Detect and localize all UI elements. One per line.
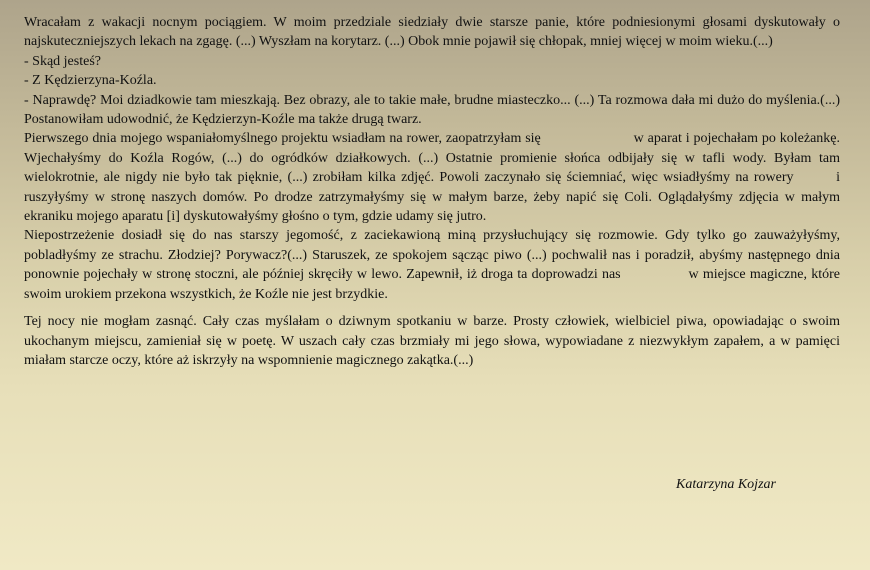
article-text [24, 13, 844, 370]
paragraph-old-man: Niepostrzeżenie dosiadł się do nas starszy jegomość, z zaciekawioną miną przysłuchujący się rozmowie. Gdy tylko go zauważyłyśmy, pobladłyśmy ze strachu. Złodziej? Porywacz?(...) Staruszek, ze spokojem sącząc piwo (...) pochwalił nas i poradził, abyśmy następnego dnia ponownie pojechały w stronę stoczni, ale później skręciły w lewo. Zapewnił, iż droga ta doprowadzi nas w miejsce magiczne, które swoim urokiem przekona wszystkich, że Koźle nie jest brzydkie. [24, 228, 844, 302]
paragraph-night: Tej nocy nie mogłam zasnąć. Cały czas myślałam o dziwnym spotkaniu w barze. Prosty człowiek, wielbiciel piwa, opowiadając o swoim ukochanym miejscu, zamieniał się w poetę. W uszach cały czas brzmiały mi jego słowa, wypowiadane z niezwykłym zapałem, a w pamięci miałam starcze oczy, które aż iskrzyły na wspomnienie magicznego zakątka.(...) [24, 314, 840, 368]
dialogue-line-reply: - Naprawdę? Moi dziadkowie tam mieszkają. Bez obrazy, ale to takie małe, brudne miasteczko... (...) Ta rozmowa dała mi dużo do myślenia.(...) Postanowiłam udowodnić, że Kędzierzyn-Koźle ma także drugą twarz. [24, 92, 840, 128]
paragraph-intro: Wracałam z wakacji nocnym pociągiem. W moim przedziale siedziały dwie starsze panie, które podniesionymi głosami dyskutowały o najskuteczniejszych lekach na zgagę. (...) Wyszłam na korytarz. (...) Obok mnie pojawił się chłopak, mniej więcej w moim wieku.(...) [24, 15, 840, 50]
dialogue-line-question: - Skąd jesteś? [24, 53, 101, 69]
paragraph-first-day: Pierwszego dnia mojego wspaniałomyślnego projektu wsiadłam na rower, zaopatrzyłam się w aparat i pojechałam po koleżankę. Wjechałyśmy do Koźla Rogów, (...) do ogródków działkowych. (...) Ostatnie promienie słońca odbijały się w tafli wody. Byłam tam wielokrotnie, ale nigdy nie było tak pięknie, (...) zrobiłam kilka zdjęć. Powoli zaczynało się ściemniać, więc wsiadłyśmy na rowery i ruszyłyśmy w stronę naszych domów. Po drodze zatrzymałyśmy się w małym barze, żeby napić się Coli. Oglądałyśmy zdjęcia w małym ekraniku mojego aparatu [i] dyskutowałyśmy głośno o tym, gdzie udamy się jutro. [24, 131, 844, 225]
author-signature: Katarzyna Kojzar [676, 477, 776, 492]
dialogue-line-answer: - Z Kędzierzyna-Koźla. [24, 73, 157, 89]
